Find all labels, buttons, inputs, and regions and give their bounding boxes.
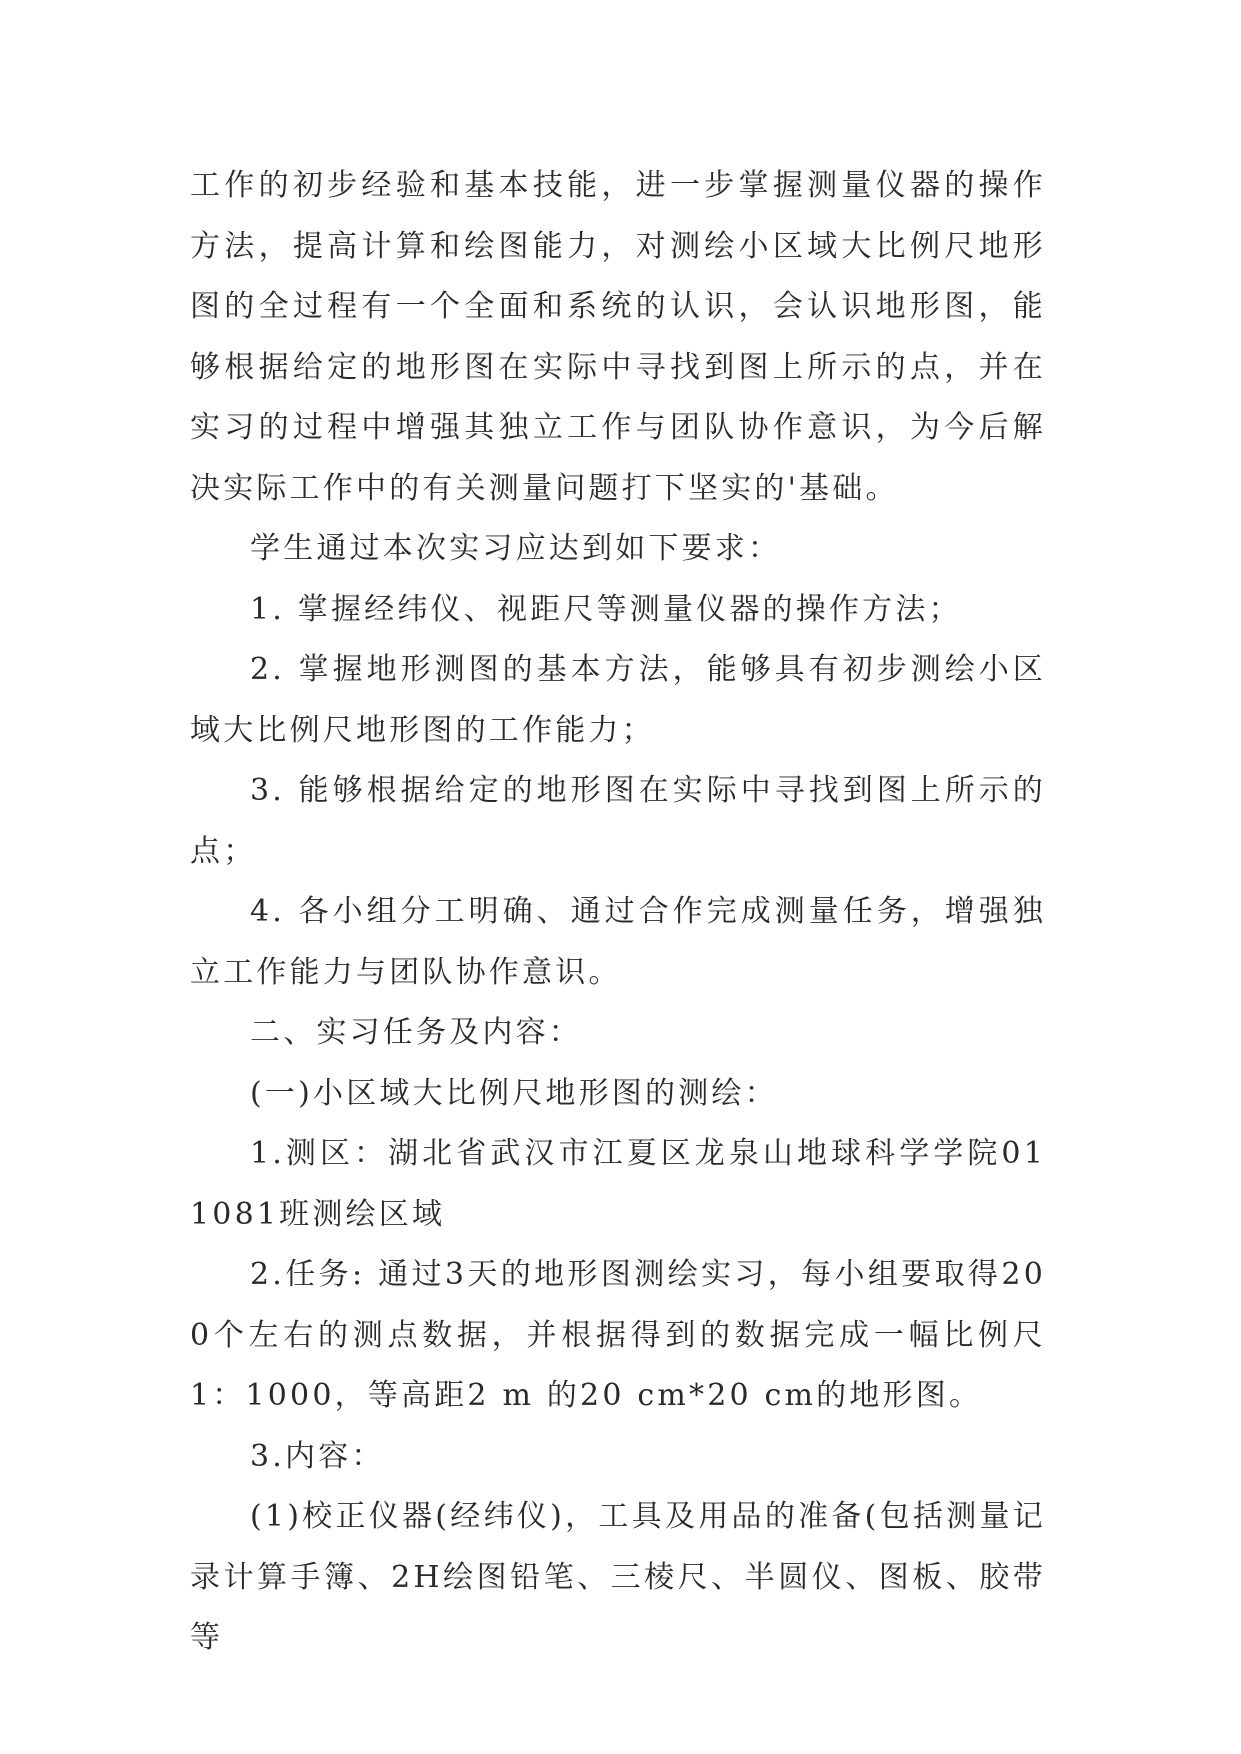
paragraph-requirements-heading: 学生通过本次实习应达到如下要求： xyxy=(250,531,782,566)
requirement-item-1: 1. 掌握经纬仪、视距尺等测量仪器的操作方法； xyxy=(250,591,962,627)
paragraph-intro-continuation: 工作的初步经验和基本技能，进一步掌握测量仪器的操作方法，提高计算和绘图能力，对测绘小区域大比例尺地形图的全过程有一个全面和系统的认识，会认识地形图，能够根据给定的地形图在实际中寻找到图上所示的点，并在实习的过程中增强其独立工作与团队协作意识，为今后解决实际工作中的有关测量问题打下坚实的'基础。 xyxy=(190,168,1046,506)
requirement-item-2: 2. 掌握地形测图的基本方法，能够具有初步测绘小区域大比例尺地形图的工作能力； xyxy=(190,652,1046,748)
paragraph-survey-area: 1.测区：湖北省武汉市江夏区龙泉山地球科学学院011081班测绘区域 xyxy=(190,1136,1046,1232)
subsection-heading-mapping: (一)小区域大比例尺地形图的测绘： xyxy=(250,1075,778,1111)
section-heading-tasks: 二、实习任务及内容： xyxy=(250,1015,582,1050)
requirement-item-3: 3. 能够根据给定的地形图在实际中寻找到图上所示的点； xyxy=(190,773,1046,869)
paragraph-content-item-1: (1)校正仪器(经纬仪)，工具及用品的准备(包括测量记录计算手簿、2H绘图铅笔、三棱尺、半圆仪、图板、胶带等 xyxy=(190,1499,1046,1655)
requirement-item-4: 4. 各小组分工明确、通过合作完成测量任务，增强独立工作能力与团队协作意识。 xyxy=(190,894,1046,990)
paragraph-content-heading: 3.内容： xyxy=(250,1438,385,1474)
paragraph-task: 2.任务: 通过3天的地形图测绘实习，每小组要取得200个左右的测点数据，并根据得到的数据完成一幅比例尺1：1000，等高距2 m 的20 cm*20 cm的地形图。 xyxy=(190,1257,1046,1413)
document-body xyxy=(190,156,1046,1669)
